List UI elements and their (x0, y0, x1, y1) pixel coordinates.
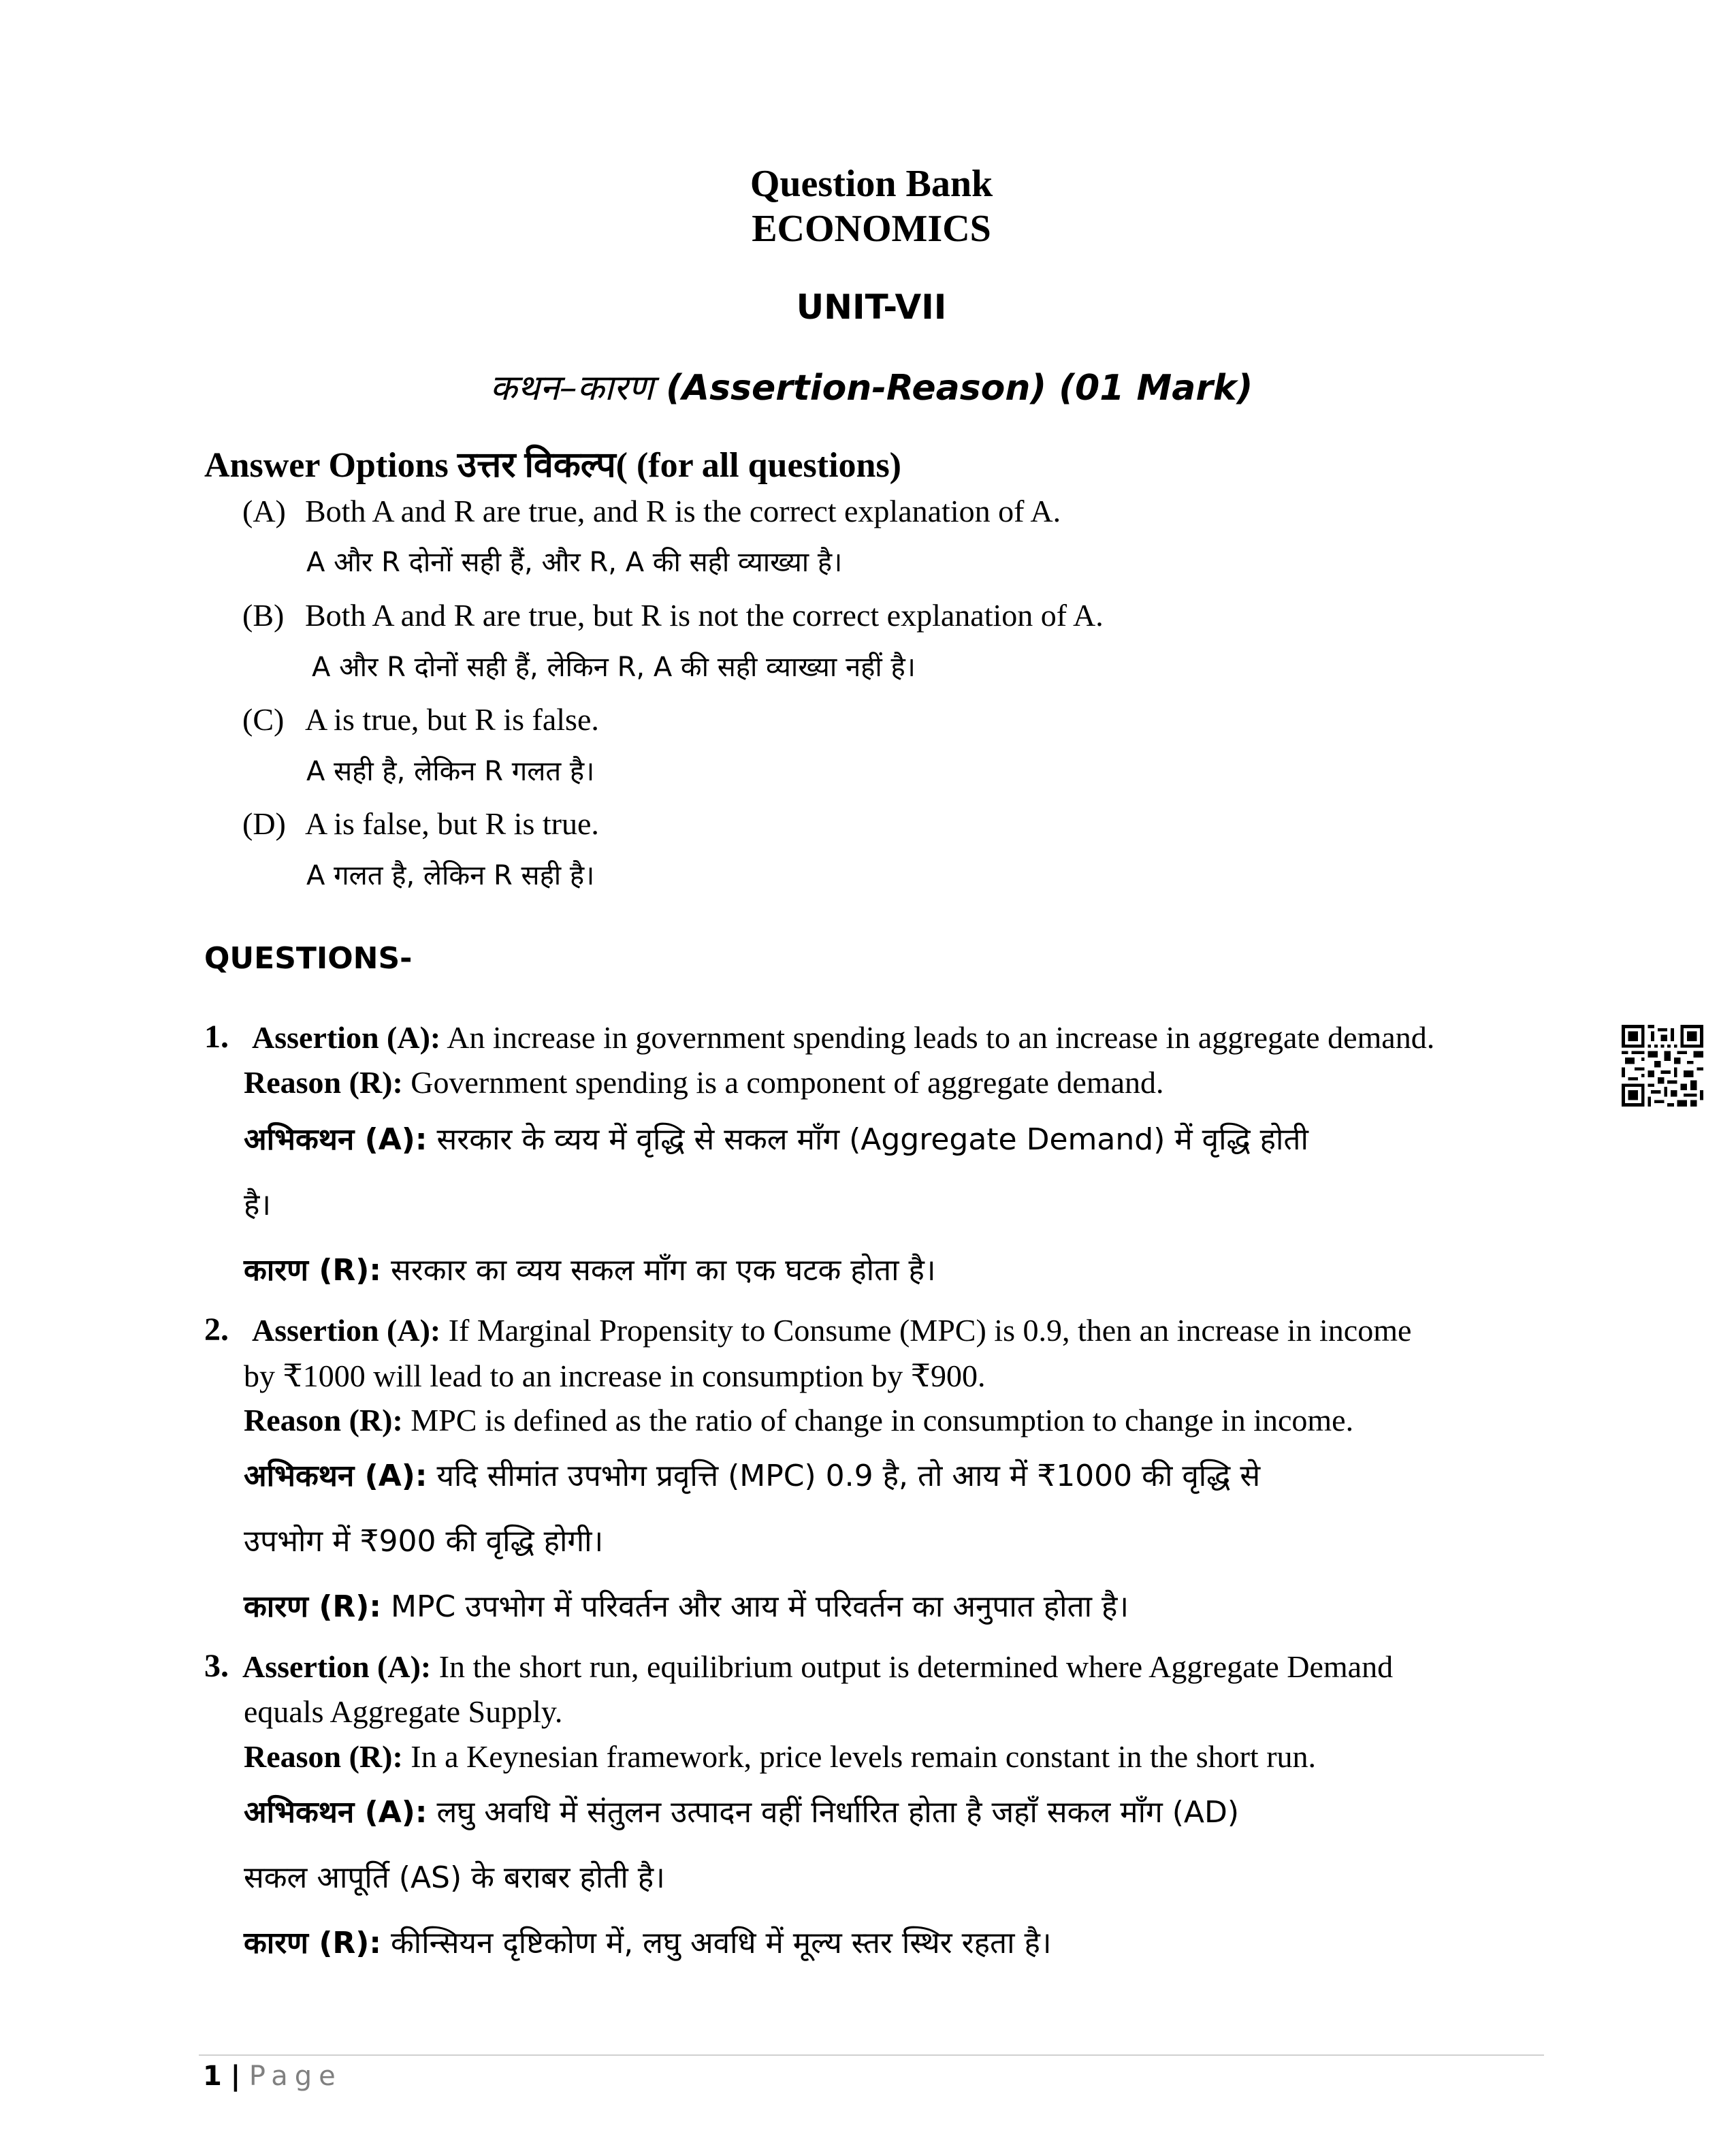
reason-label: Reason (R): (244, 1065, 403, 1100)
question-number: 1. (204, 1019, 229, 1055)
option-english: Both A and R are true, and R is the correct explanation of A. (305, 494, 1061, 528)
question-assertion (252, 1019, 1434, 1055)
option-c (242, 701, 599, 737)
reason-label: Reason (R): (244, 1403, 403, 1437)
document-subject: ECONOMICS (752, 208, 991, 250)
assertion-label: Assertion (A): (252, 1313, 441, 1348)
reason-hindi-label: कारण (R): (244, 1926, 382, 1960)
question-assertion-hindi (244, 1454, 1260, 1495)
option-label: (A) (242, 494, 286, 528)
option-a (242, 493, 1061, 529)
question-reason (244, 1064, 1164, 1100)
reason-hindi-label: कारण (R): (244, 1253, 382, 1288)
option-english: Both A and R are true, but R is not the correct explanation of A. (305, 598, 1104, 633)
page-footer (203, 2061, 342, 2092)
reason-label: Reason (R): (244, 1739, 403, 1774)
assertion-hindi-continuation: है। (244, 1188, 272, 1222)
option-c-hindi: A सही है, लेकिन R गलत है। (306, 756, 595, 787)
option-d (242, 806, 599, 842)
assertion-hindi-text: यदि सीमांत उपभोग प्रवृत्ति (MPC) 0.9 है, तो आय में ₹1000 की वृद्धि से (436, 1459, 1261, 1493)
question-assertion-hindi (244, 1790, 1239, 1831)
question-reason-hindi (244, 1921, 1052, 1962)
questions-heading: QUESTIONS- (204, 941, 413, 976)
option-d-hindi: A गलत है, लेकिन R सही है। (306, 860, 595, 891)
question-reason-hindi (244, 1585, 1129, 1625)
option-label: (C) (242, 702, 285, 737)
assertion-hindi-label: अभिकथन (A): (244, 1459, 428, 1493)
question-number: 2. (204, 1312, 229, 1348)
assertion-hindi-continuation: उपभोग में ₹900 की वृद्धि होगी। (244, 1524, 604, 1559)
assertion-hindi-label: अभिकथन (A): (244, 1122, 428, 1157)
option-label: (B) (242, 598, 285, 633)
option-b-hindi: A और R दोनों सही हैं, लेकिन R, A की सही व्याख्या नहीं है। (312, 652, 916, 683)
footer-separator: | (230, 2061, 241, 2092)
assertion-text: In the short run, equilibrium output is determined where Aggregate Demand (438, 1649, 1394, 1684)
page-number: 1 (203, 2061, 222, 2092)
document-title: Question Bank (750, 163, 993, 205)
assertion-hindi-label: अभिकथन (A): (244, 1795, 428, 1830)
assertion-continuation: equals Aggregate Supply. (244, 1694, 563, 1729)
reason-text: In a Keynesian framework, price levels remain constant in the short run. (411, 1739, 1317, 1774)
reason-hindi-label: कारण (R): (244, 1589, 382, 1624)
assertion-hindi-text: लघु अवधि में संतुलन उत्पादन वहीं निर्धारित होता है जहाँ सकल माँग (AD) (436, 1795, 1240, 1830)
question-reason (244, 1738, 1316, 1775)
option-label: (D) (242, 806, 286, 841)
unit-heading: UNIT-VII (796, 287, 947, 327)
question-reason (244, 1402, 1353, 1438)
section-subtitle (0, 362, 1736, 411)
reason-hindi-text: सरकार का व्यय सकल माँग का एक घटक होता है। (391, 1253, 936, 1288)
option-b (242, 597, 1104, 633)
question-assertion-hindi (244, 1117, 1308, 1158)
option-a-hindi: A और R दोनों सही हैं, और R, A की सही व्याख्या है। (306, 547, 843, 578)
reason-text: Government spending is a component of aggregate demand. (411, 1065, 1164, 1100)
reason-hindi-text: MPC उपभोग में परिवर्तन और आय में परिवर्तन का अनुपात होता है। (391, 1589, 1129, 1624)
option-english: A is false, but R is true. (305, 806, 599, 841)
question-assertion (242, 1649, 1393, 1685)
subtitle-english: (Assertion-Reason) (01 Mark) (666, 368, 1253, 409)
assertion-hindi-continuation: सकल आपूर्ति (AS) के बराबर होती है। (244, 1860, 665, 1895)
footer-divider (199, 2054, 1544, 2056)
reason-text: MPC is defined as the ratio of change in consumption to change in income. (411, 1403, 1354, 1437)
subtitle-hindi: कथन–कारण (489, 368, 654, 409)
assertion-continuation: by ₹1000 will lead to an increase in consumption by ₹900. (244, 1358, 986, 1393)
assertion-hindi-text: सरकार के व्यय में वृद्धि से सकल माँग (Aggregate Demand) में वृद्धि होती (436, 1122, 1308, 1157)
qr-code (1622, 1025, 1703, 1107)
assertion-text: If Marginal Propensity to Consume (MPC) is 0.9, then an increase in income (448, 1313, 1412, 1348)
assertion-label: Assertion (A): (242, 1649, 432, 1684)
assertion-label: Assertion (A): (252, 1020, 441, 1055)
answer-options-heading: Answer Options उत्तर विकल्प( (for all questions) (204, 446, 902, 485)
question-reason-hindi (244, 1248, 936, 1289)
option-english: A is true, but R is false. (305, 702, 599, 737)
assertion-text: An increase in government spending leads to an increase in aggregate demand. (447, 1020, 1435, 1055)
reason-hindi-text: कीन्सियन दृष्टिकोण में, लघु अवधि में मूल्य स्तर स्थिर रहता है। (391, 1926, 1052, 1960)
question-assertion (252, 1312, 1411, 1348)
question-number: 3. (204, 1648, 229, 1684)
page-word: Page (248, 2061, 342, 2092)
